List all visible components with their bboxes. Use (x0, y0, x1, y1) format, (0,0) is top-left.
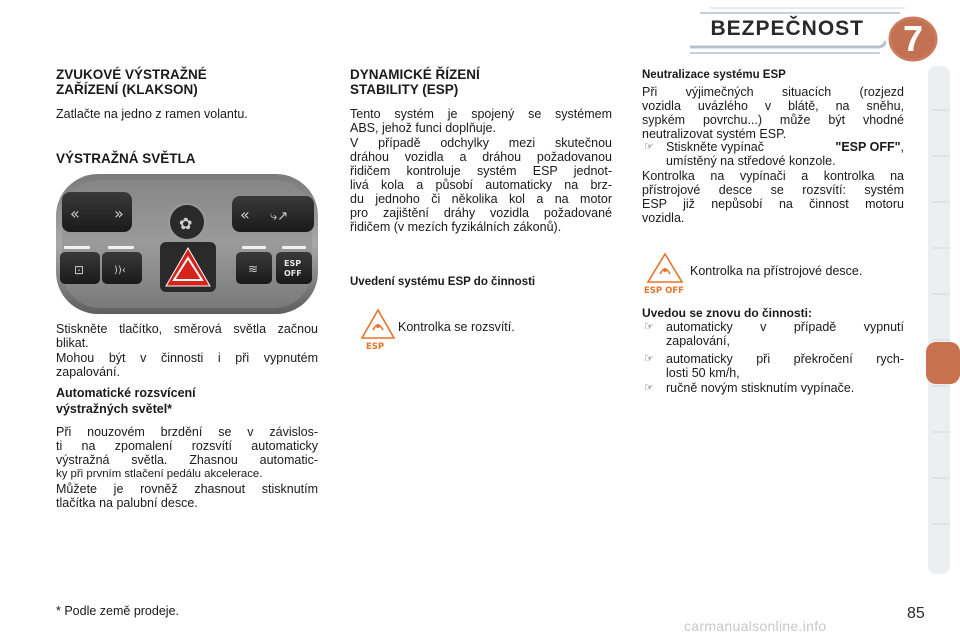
esp-neutral-text: Při výjimečných situacích (rozjezd vozidla uvázlého v blátě, na sněhu, sypkém povrchu...) může být vhodné neutralizovat systém ESP. (642, 85, 904, 141)
chapter-tab-strip[interactable] (928, 66, 950, 574)
esp-lamp-label: Kontrolka se rozsvítí. (398, 320, 515, 334)
esp-text-1: Tento systém je spojený se systémem ABS, jehož funci doplňuje. (350, 107, 612, 135)
esp-off-bullet: ☞ Stiskněte vypínač "ESP OFF", umístěný na středové konzole. (644, 140, 904, 168)
svg-text:≋: ≋ (248, 262, 259, 276)
horn-text: Zatlačte na jedno z ramen volantu. (56, 107, 248, 121)
esp-reactivate-heading: Uvedou se znovu do činnosti: (642, 306, 813, 320)
esp-activation-heading: Uvedení systému ESP do činnosti (350, 276, 536, 288)
hazard-heading: VÝSTRAŽNÁ SVĚTLA (56, 151, 196, 166)
horn-heading: ZVUKOVÉ VÝSTRAŽNÉ ZAŘÍZENÍ (KLAKSON) (56, 67, 207, 97)
svg-text:⊡: ⊡ (74, 263, 85, 277)
svg-text:⤷↗: ⤷↗ (270, 209, 289, 224)
esp-neutral-heading: Neutralizace systému ESP (642, 69, 786, 81)
hazard-text-2: Mohou být v činnosti i při vypnutém zapalování. (56, 351, 318, 379)
watermark-text: carmanualsonline.info (684, 618, 827, 634)
esp-button-label-bottom: OFF (284, 269, 302, 278)
esp-off-warning-icon (642, 250, 688, 296)
active-chapter-tab[interactable] (926, 342, 960, 384)
svg-text:«: « (240, 205, 250, 224)
page-number: 85 (907, 605, 925, 622)
esp-text-2: V případě odchylky mezi skutečnou dráhou vozidla a dráhou požadovanou řidičem kontroluje systém ESP jednot- livá kola a působí automaticky na brz- du jednoho či několika kol a na motor pro zajištění dráhy vozidla požadované řidičem (v mezích fyzikálních zákonů). (350, 136, 612, 234)
footnote: * Podle země prodeje. (56, 604, 179, 618)
reactivate-bullet-manual: ☞ ručně novým stisknutím vypínače. (644, 381, 855, 395)
reactivate-bullet-ignition: ☞ automaticky v případě vypnutí zapalování, (644, 320, 904, 348)
esp-off-lamp-row (642, 250, 862, 296)
auto-hazard-heading: Automatické rozsvícení výstražných světel* (56, 386, 196, 416)
auto-hazard-text-2: Můžete je rovněž zhasnout stisknutím tlačítka na palubní desce. (56, 482, 318, 510)
reactivate-bullet-speed: ☞ automaticky při překročení rych- losti 50 km/h, (644, 352, 904, 380)
chapter-title: BEZPEČNOST (710, 17, 864, 40)
esp-button-label-top: ESP (284, 259, 302, 268)
svg-text:«: « (70, 204, 80, 223)
esp-icon-caption: ESP (366, 342, 385, 350)
svg-text:»: » (114, 204, 124, 223)
esp-off-warning-text: Kontrolka na vypínači a kontrolka na přístrojové desce se rozsvítí: systém ESP již nepůsobí na činnost motoru vozidla. (642, 169, 904, 225)
esp-warning-lamp-row (360, 308, 515, 350)
esp-off-icon-caption: ESP OFF (644, 286, 684, 296)
svg-text:))‹: ))‹ (114, 265, 126, 276)
esp-off-lamp-label: Kontrolka na přístrojové desce. (690, 264, 863, 278)
hazard-text-1: Stiskněte tlačítko, směrová světla začnou blikat. (56, 322, 318, 350)
auto-hazard-text-1: Při nouzovém brzdění se v závislos- ti na zpomalení rozsvítí automaticky výstražná světla. Zhasnou automatic- ky při prvním stlačení pedálu akcelerace. (56, 425, 318, 480)
chapter-number: 7 (902, 18, 924, 59)
pointing-hand-icon: ☞ (644, 321, 654, 333)
hazard-switch-panel-image (56, 174, 318, 314)
svg-text:✿: ✿ (179, 214, 193, 233)
esp-heading: DYNAMICKÉ ŘÍZENÍ STABILITY (ESP) (350, 67, 480, 97)
pointing-hand-icon: ☞ (644, 382, 654, 394)
pointing-hand-icon: ☞ (644, 353, 654, 365)
esp-warning-icon (360, 308, 396, 350)
pointing-hand-icon: ☞ (644, 141, 654, 153)
